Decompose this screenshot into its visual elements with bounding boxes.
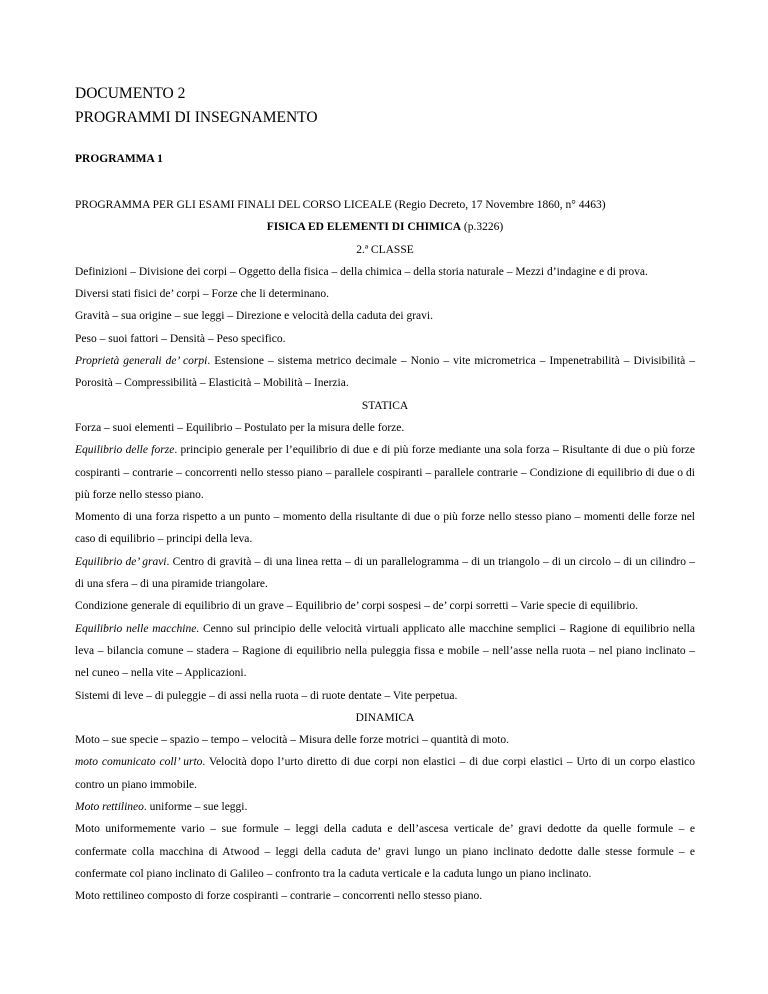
paragraph-lead: Equilibrio delle forze xyxy=(75,444,175,457)
paragraph: Forza – suoi elementi – Equilibrio – Postulato per la misura delle forze. xyxy=(75,421,405,434)
paragraph: Condizione generale di equilibrio di un grave – Equilibrio de’ corpi sospesi – de’ corpi sorretti – Varie specie di equilibrio. xyxy=(75,600,639,613)
section-heading-statica: STATICA xyxy=(361,399,409,412)
paragraph xyxy=(75,618,695,685)
paragraph: Momento di una forza rispetto a un punto – momento della risultante di due o più forze nello stesso piano – momenti delle forze nel caso di equilibrio – principi della leva. xyxy=(75,511,695,546)
paragraph-text: . Velocità dopo l’urto diretto di due corpi non elastici – di due corpi elastici – Urto di un corpo elastico contro un piano immobile. xyxy=(75,756,695,791)
paragraph: Definizioni – Divisione dei corpi – Oggetto della fisica – della chimica – della storia naturale – Mezzi d’indagine e di prova. xyxy=(75,265,648,278)
subject-heading xyxy=(75,216,695,238)
paragraph: Diversi stati fisici de’ corpi – Forze che li determinano. xyxy=(75,288,329,301)
paragraph xyxy=(75,751,695,796)
document-body xyxy=(75,194,695,908)
paragraph-text: . Centro di gravità – di una linea retta – di un parallelogramma – di un triangolo – di un circolo – di un cilindro – di una sfera – di una piramide triangolare. xyxy=(75,555,696,591)
paragraph: Gravità – sua origine – sue leggi – Direzione e velocità della caduta dei gravi. xyxy=(75,310,433,323)
paragraph xyxy=(75,439,695,506)
paragraph-text: . Cenno sul principio delle velocità virtuali applicato alle macchine semplici – Ragione di equilibrio nella leva – bilancia comune – stadera – Ragione di equilibrio nella puleggia fissa e mobile – nell’asse nella ruota – nel piano inclinato – nel cuneo – nella vite – Applicazioni. xyxy=(75,622,695,680)
subject-title: FISICA ED ELEMENTI DI CHIMICA xyxy=(266,221,462,234)
paragraph-lead: moto comunicato coll’ urto xyxy=(75,756,203,769)
subject-page-ref: (p.3226) xyxy=(461,221,504,234)
paragraph-lead: Proprietà generali de’ corpi xyxy=(75,355,208,368)
paragraph xyxy=(75,350,695,395)
paragraph: Sistemi di leve – di puleggie – di assi nella ruota – di ruote dentate – Vite perpetua. xyxy=(75,689,458,702)
paragraph-lead: Equilibrio nelle macchine xyxy=(75,622,197,635)
class-label: 2.ª CLASSE xyxy=(356,243,414,256)
paragraph: Moto uniformemente vario – sue formule – leggi della caduta e dell’ascesa verticale de’ gravi dedotte da quelle formule – e confermate colla macchina di Atwood – leggi della caduta de’ gravi lungo un piano inclinato dedotte dalle stesse formule – e confermate col piano inclinato di Galileo – confronto tra la caduta verticale e la caduta lungo un piano inclinato. xyxy=(75,823,695,880)
paragraph: Moto rettilineo composto di forze cospiranti – contrarie – concorrenti nello stesso piano. xyxy=(75,890,483,903)
section-heading-dinamica: DINAMICA xyxy=(355,711,415,724)
paragraph xyxy=(75,551,695,596)
paragraph xyxy=(75,796,695,818)
document-title: DOCUMENTO 2 xyxy=(75,85,186,102)
paragraph-text: . uniforme – sue leggi. xyxy=(143,801,248,814)
paragraph-lead: Moto rettilineo xyxy=(75,801,144,814)
paragraph-text: . Estensione – sistema metrico decimale – Nonio – vite micrometrica – Impenetrabilità – Divisibilità – Porosità – Compressibilità – Elasticità – Mobilità – Inerzia. xyxy=(75,355,695,390)
paragraph-lead: Equilibrio de’ gravi xyxy=(75,555,167,568)
intro-line: PROGRAMMA PER GLI ESAMI FINALI DEL CORSO LICEALE (Regio Decreto, 17 Novembre 1860, n° 4463) xyxy=(75,199,606,211)
paragraph: Moto – sue specie – spazio – tempo – velocità – Misura delle forze motrici – quantità di moto. xyxy=(75,734,510,747)
paragraph-text: . principio generale per l’equilibrio di due e di più forze mediante una sola forza – Risultante di due o più forze cospiranti – contrarie – concorrenti nello stesso piano – parallele cospiranti – parallele contrarie – Condizione di equilibrio di due o di più forze nello stesso piano. xyxy=(75,444,695,501)
program-label: PROGRAMMA 1 xyxy=(75,153,163,165)
paragraph: Peso – suoi fattori – Densità – Peso specifico. xyxy=(75,332,286,345)
document-subtitle: PROGRAMMI DI INSEGNAMENTO xyxy=(75,109,318,126)
